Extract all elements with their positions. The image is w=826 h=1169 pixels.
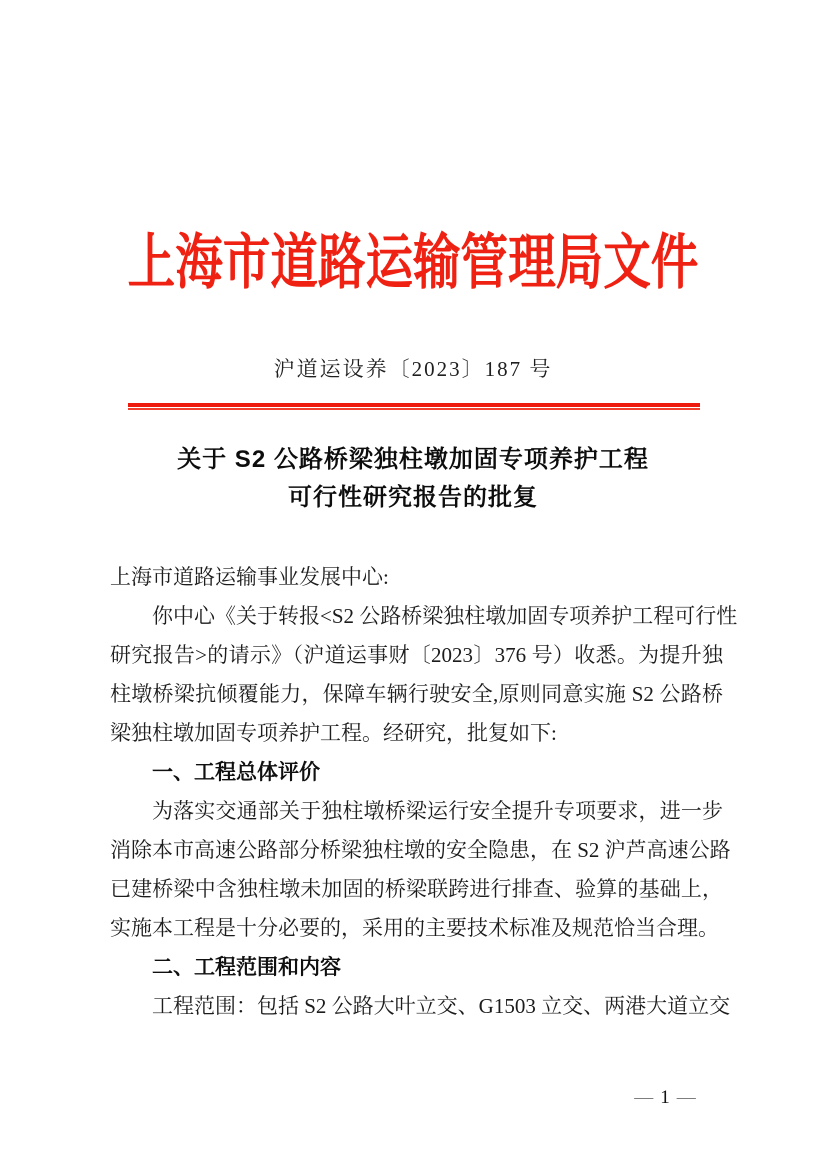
body-line: 你中心《关于转报<S2 公路桥梁独柱墩加固专项养护工程可行性	[152, 604, 738, 628]
page-number	[605, 1087, 725, 1109]
document-body	[110, 558, 738, 1026]
page-number-dash-right: —	[676, 1087, 696, 1108]
document-title	[0, 441, 826, 517]
red-divider-rule	[128, 403, 700, 410]
page-number-value: 1	[660, 1087, 670, 1108]
page-number-dash-left: —	[634, 1087, 654, 1108]
body-line: 柱墩桥梁抗倾覆能力，保障车辆行驶安全,原则同意实施 S2 公路桥	[110, 682, 723, 706]
body-line: 研究报告>的请示》（沪道运事财〔2023〕376 号）收悉。为提升独	[110, 643, 723, 667]
body-line: 工程范围：包括 S2 公路大叶立交、G1503 立交、两港大道立交	[152, 994, 731, 1018]
letterhead-banner-title: 上海市道路运输管理局文件	[127, 228, 699, 297]
section-heading: 一、工程总体评价	[152, 761, 320, 784]
body-line: 消除本市高速公路部分桥梁独柱墩的安全隐患，在 S2 沪芦高速公路	[110, 838, 731, 862]
document-title-line-2: 可行性研究报告的批复	[288, 484, 538, 511]
salutation: 上海市道路运输事业发展中心:	[110, 565, 389, 589]
body-line: 为落实交通部关于独柱墩桥梁运行安全提升专项要求，进一步	[152, 799, 723, 823]
body-line: 梁独柱墩加固专项养护工程。经研究，批复如下:	[110, 721, 557, 745]
body-line: 实施本工程是十分必要的，采用的主要技术标准及规范恰当合理。	[110, 916, 719, 940]
letterhead	[0, 228, 826, 297]
section-heading: 二、工程范围和内容	[152, 956, 341, 979]
document-title-line-1: 关于 S2 公路桥梁独柱墩加固专项养护工程	[177, 446, 649, 473]
body-line: 已建桥梁中含独柱墩未加固的桥梁联跨进行排查、验算的基础上，	[110, 877, 723, 901]
document-number: 沪道运设养〔2023〕187 号	[273, 357, 553, 381]
